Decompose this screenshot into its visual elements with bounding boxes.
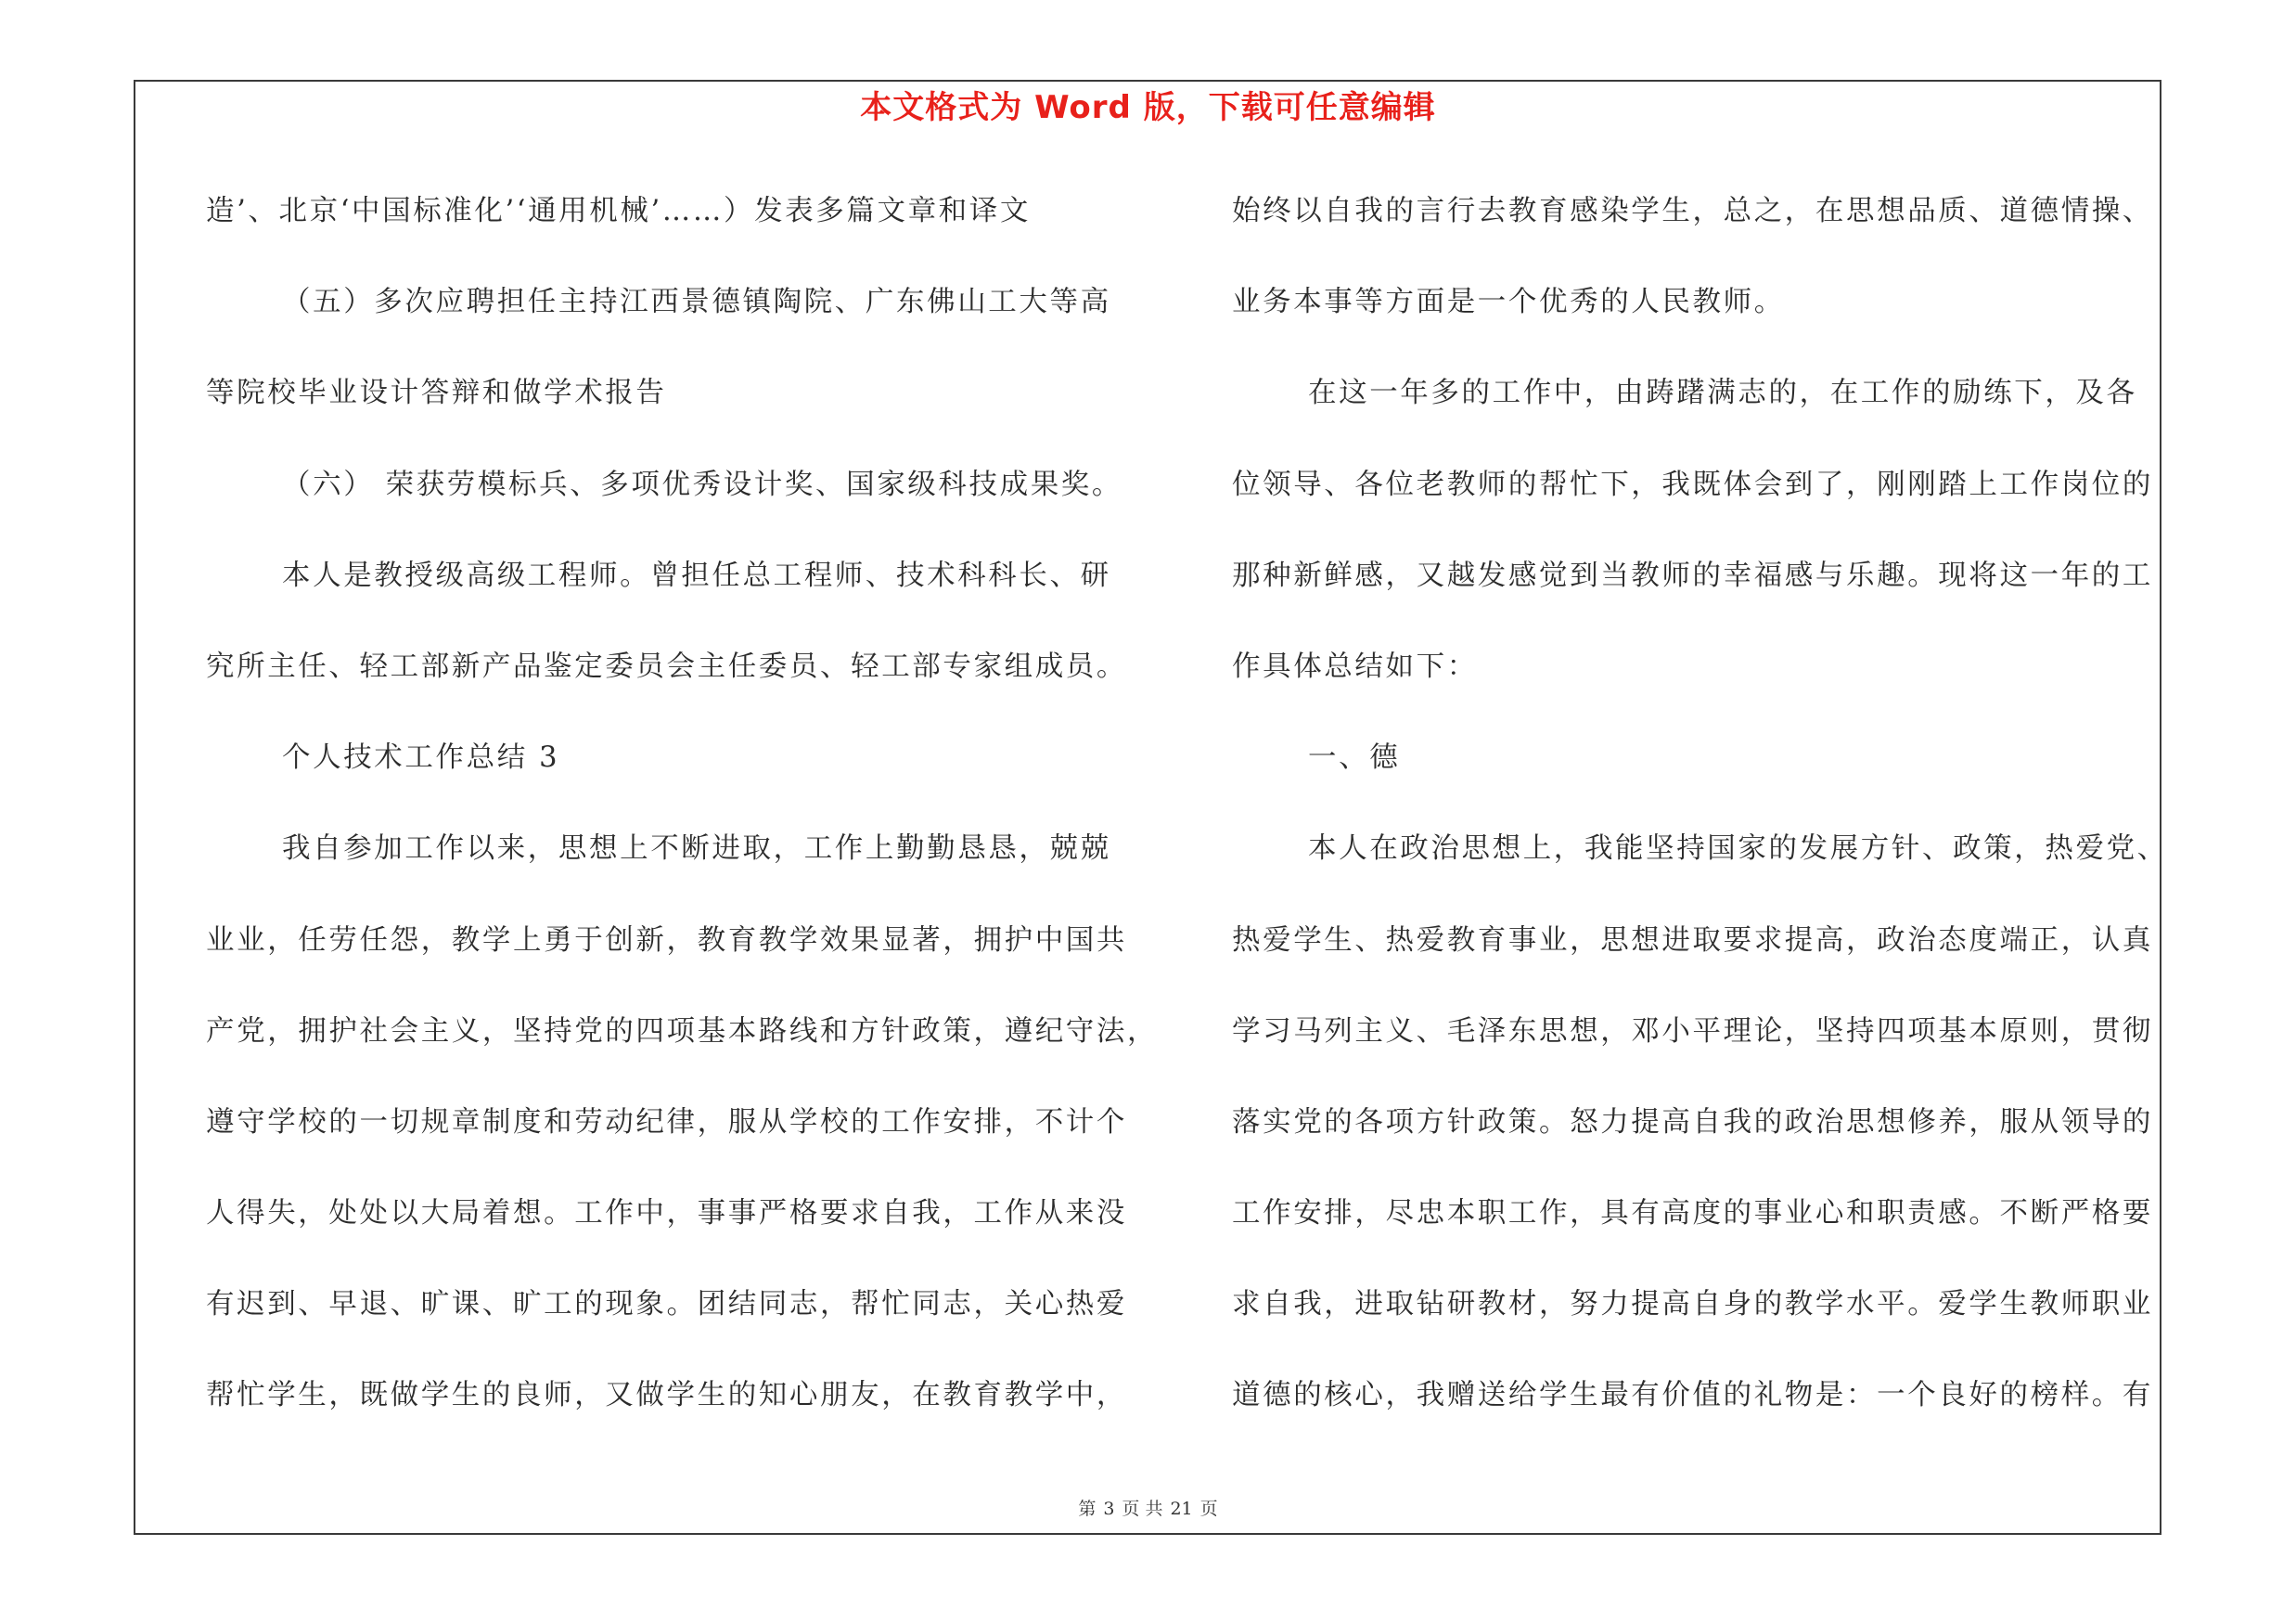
text-line: 作具体总结如下：: [1232, 650, 1478, 683]
text-line: 热爱学生、热爱教育事业，思想进取要求提高，政治态度端正，认真: [1232, 923, 2153, 957]
text-line: 学习马列主义、毛泽东思想，邓小平理论，坚持四项基本原则，贯彻: [1232, 1014, 2153, 1048]
text-line: 落实党的各项方针政策。怒力提高自我的政治思想修养，服从领导的: [1232, 1105, 2153, 1139]
text-line: 求自我，进取钻研教材，努力提高自身的教学水平。爱学生教师职业: [1232, 1288, 2153, 1321]
left-column: [206, 182, 1159, 1458]
text-line: 人得失，处处以大局着想。工作中，事事严格要求自我，工作从来没: [206, 1197, 1127, 1230]
text-line: （五）多次应聘担任主持江西景德镇陶院、广东佛山工大等高: [282, 286, 1111, 319]
right-column: [1232, 182, 2178, 1458]
text-line: 一、德: [1308, 741, 1401, 775]
text-line: 本人是教授级高级工程师。曾担任总工程师、技术科科长、研: [282, 559, 1111, 592]
text-line: 在这一年多的工作中，由踌躇满志的，在工作的励练下，及各: [1308, 377, 2137, 410]
text-line: 我自参加工作以来，思想上不断进取，工作上勤勤恳恳，兢兢: [282, 832, 1111, 866]
footer-current-page: 3: [1103, 1499, 1115, 1519]
footer-total-pages: 21: [1170, 1499, 1193, 1519]
text-line: 道德的核心，我赠送给学生最有价值的礼物是：一个良好的榜样。有: [1232, 1379, 2153, 1412]
footer-suffix: 页: [1199, 1499, 1218, 1519]
text-line: 造’、北京‘中国标准化’‘通用机械’……）发表多篇文章和译文: [206, 195, 1031, 227]
footer-middle: 页 共: [1122, 1499, 1163, 1519]
text-line: 个人技术工作总结 3: [282, 741, 560, 775]
text-line: 产党，拥护社会主义，坚持党的四项基本路线和方针政策，遵纪守法，: [206, 1014, 1159, 1048]
text-line: 工作安排，尽忠本职工作，具有高度的事业心和职责感。不断严格要: [1232, 1197, 2153, 1230]
text-line: 本人在政治思想上，我能坚持国家的发展方针、政策，热爱党、: [1308, 832, 2168, 866]
text-line: 遵守学校的一切规章制度和劳动纪律，服从学校的工作安排，不计个: [206, 1105, 1127, 1139]
text-line: 始终以自我的言行去教育感染学生，总之，在思想品质、道德情操、: [1232, 195, 2153, 227]
text-line: 帮忙学生，既做学生的良师，又做学生的知心朋友，在教育教学中，: [206, 1379, 1127, 1412]
text-line: （六） 荣获劳模标兵、多项优秀设计奖、国家级科技成果奖。: [282, 468, 1122, 501]
text-line: 有迟到、早退、旷课、旷工的现象。团结同志，帮忙同志，关心热爱: [206, 1288, 1127, 1321]
text-line: 位领导、各位老教师的帮忙下，我既体会到了，刚刚踏上工作岗位的: [1232, 468, 2153, 501]
text-line: 业业，任劳任怨，教学上勇于创新，教育教学效果显著，拥护中国共: [206, 923, 1127, 957]
text-line: 等院校毕业设计答辩和做学术报告: [206, 377, 667, 410]
text-line: 究所主任、轻工部新产品鉴定委员会主任委员、轻工部专家组成员。: [206, 650, 1127, 683]
header-banner: 本文格式为 Word 版，下载可任意编辑: [860, 89, 1436, 126]
text-line: 业务本事等方面是一个优秀的人民教师。: [1232, 286, 1785, 319]
footer-prefix: 第: [1078, 1499, 1097, 1519]
text-line: 那种新鲜感，又越发感觉到当教师的幸福感与乐趣。现将这一年的工: [1232, 559, 2153, 592]
page-footer: [0, 1495, 2296, 1520]
